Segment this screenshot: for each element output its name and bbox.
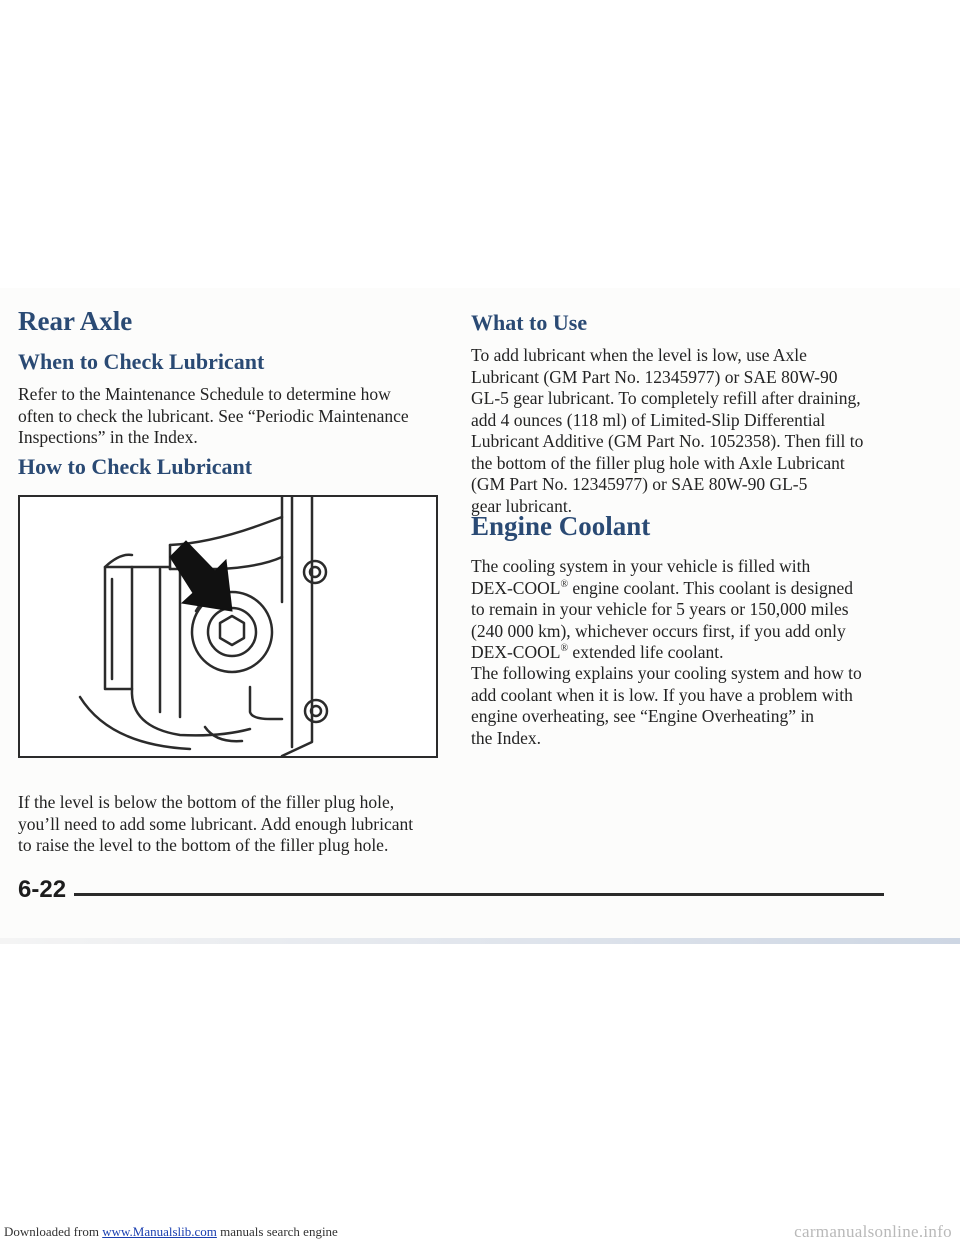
text-fragment: engine coolant. This coolant is designed <box>568 577 854 598</box>
text-line: (240 000 km), whichever occurs first, if you add only <box>471 620 846 641</box>
text-line: The cooling system in your vehicle is filled with <box>471 556 811 576</box>
text-line: often to check the lubricant. See “Periodic Maintenance <box>18 405 409 426</box>
paragraph-what-to-use <box>471 345 863 517</box>
download-banner <box>4 1224 338 1240</box>
text-line: (GM Part No. 12345977) or SAE 80W-90 GL-5 <box>471 474 808 494</box>
paragraph-coolant-explains <box>471 663 862 749</box>
manualslib-link[interactable]: www.Manualslib.com <box>102 1224 217 1239</box>
axle-filler-plug-illustration <box>18 495 438 758</box>
page-number: 6-22 <box>18 876 67 903</box>
text-line: Lubricant (GM Part No. 12345977) or SAE 80W-90 <box>471 366 838 387</box>
text-line: the bottom of the filler plug hole with Axle Lubricant <box>471 452 845 473</box>
text-line: the Index. <box>471 727 541 748</box>
heading-when-to-check: When to Check Lubricant <box>18 349 265 374</box>
paragraph-coolant-intro <box>471 556 853 664</box>
text-line: add 4 ounces (118 ml) of Limited-Slip Differential <box>471 409 826 430</box>
text-line: to raise the level to the bottom of the filler plug hole. <box>18 835 389 855</box>
site-watermark: carmanualsonline.info <box>794 1222 952 1241</box>
text-line: you’ll need to add some lubricant. Add enough lubricant <box>18 813 414 834</box>
paragraph-when-to-check <box>18 384 409 449</box>
section-title-engine-coolant: Engine Coolant <box>471 511 651 541</box>
text-line <box>471 642 853 664</box>
paragraph-add-lubricant <box>18 792 413 857</box>
text-line: gear lubricant. <box>471 495 573 516</box>
text-line: The following explains your cooling system and how to <box>471 663 862 683</box>
page-edge <box>0 938 960 944</box>
heading-what-to-use: What to Use <box>471 310 588 335</box>
text-line: to remain in your vehicle for 5 years or 150,000 miles <box>471 599 849 619</box>
section-title-rear-axle: Rear Axle <box>18 306 133 336</box>
text-line: Refer to the Maintenance Schedule to determine how <box>18 384 391 404</box>
text-line: add coolant when it is low. If you have a problem with <box>471 684 853 705</box>
heading-how-to-check: How to Check Lubricant <box>18 454 253 479</box>
text-line: If the level is below the bottom of the filler plug hole, <box>18 792 395 812</box>
download-suffix: manuals search engine <box>216 1224 338 1239</box>
text-line <box>471 578 853 600</box>
dex-cool-name: DEX-COOL <box>471 577 561 598</box>
dex-cool-name: DEX-COOL <box>471 642 561 662</box>
text-line: To add lubricant when the level is low, use Axle <box>471 345 807 365</box>
registered-mark: ® <box>560 643 569 655</box>
text-line: Inspections” in the Index. <box>18 427 198 447</box>
text-fragment: extended life coolant. <box>568 642 724 662</box>
registered-mark: ® <box>560 578 569 590</box>
text-line: Lubricant Additive (GM Part No. 1052358). Then fill to <box>471 431 864 451</box>
text-line: engine overheating, see “Engine Overheating” in <box>471 706 815 726</box>
download-prefix: Downloaded from <box>4 1224 103 1239</box>
footer-rule <box>74 893 884 896</box>
text-line: GL-5 gear lubricant. To completely refill after draining, <box>471 388 861 408</box>
